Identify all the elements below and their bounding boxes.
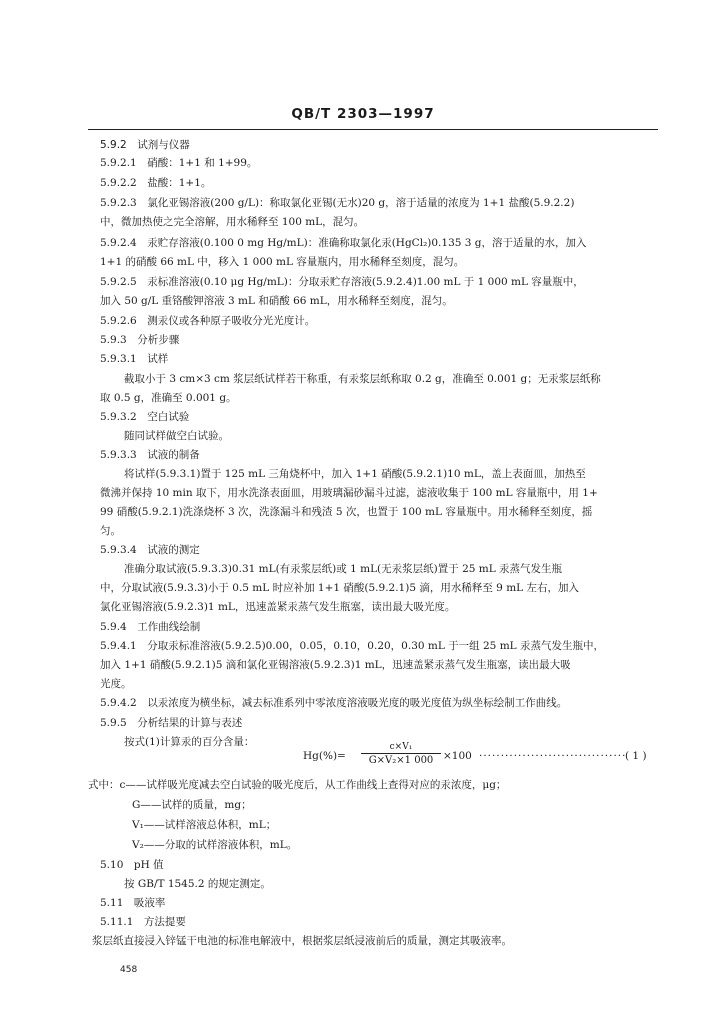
text-line: 按式(1)计算汞的百分含量： xyxy=(124,736,255,748)
header-rule xyxy=(88,129,658,130)
text-line: 5.9.4.2 以汞浓度为横坐标，减去标准系列中零浓度溶液吸光度的吸光度值为纵坐标绘制工作曲线。 xyxy=(100,697,568,709)
text-line: 加入 50 g/L 重铬酸钾溶液 3 mL 和硝酸 66 mL，用水稀释至刻度，混匀。 xyxy=(100,295,453,307)
text-line: 式中：c——试样吸光度减去空白试验的吸光度后，从工作曲线上查得对应的汞浓度，μg； xyxy=(88,779,507,791)
text-line: 加入 1+1 硝酸(5.9.2.1)5 滴和氯化亚锡溶液(5.9.2.3)1 mL，迅速盖紧汞蒸气发生瓶塞，读出最大吸 xyxy=(100,659,571,671)
text-line: 按 GB/T 1545.2 的规定测定。 xyxy=(124,878,271,890)
text-line: V₁——试样溶液总体积，mL； xyxy=(132,819,277,831)
text-line: 中，分取试液(5.9.3.3)小于 0.5 mL 时应补加 1+1 硝酸(5.9.2.1)5 滴，用水稀释至 9 mL 左右，加入 xyxy=(100,582,579,594)
formula-leader-dots: ·································· xyxy=(479,750,627,762)
text-line: 1+1 的硝酸 66 mL 中，移入 1 000 mL 容量瓶内，用水稀释至刻度，混匀。 xyxy=(100,256,465,268)
page-number: 458 xyxy=(120,965,138,975)
formula-tail: ×100 xyxy=(443,750,472,762)
text-line: 准确分取试液(5.9.3.3)0.31 mL(有汞浆层纸)或 1 mL(无汞浆层纸)置于 25 mL 汞蒸气发生瓶 xyxy=(124,563,563,575)
text-line: G——试样的质量，mg； xyxy=(132,799,252,811)
text-line: 随同试样做空白试验。 xyxy=(124,430,229,442)
text-line: 微沸并保持 10 min 取下，用水洗涤表面皿，用玻璃漏砂漏斗过滤，滤液收集于 100 mL 容量瓶中，用 1+ xyxy=(100,487,598,499)
formula-numerator: c×V₁ xyxy=(389,742,413,752)
formula-1 xyxy=(303,742,663,772)
text-line: 浆层纸直接浸入锌锰干电池的标准电解液中，根据浆层纸浸液前后的质量，测定其吸液率。 xyxy=(92,935,512,947)
text-line: 氯化亚锡溶液(5.9.2.3)1 mL，迅速盖紧汞蒸气发生瓶塞，读出最大吸光度。 xyxy=(100,601,456,613)
section-heading: 5.10 pH 值 xyxy=(100,859,164,871)
section-heading: 5.11.1 方法提要 xyxy=(100,916,186,928)
section-heading: 5.9.3.1 试样 xyxy=(100,353,169,365)
fraction-bar xyxy=(361,753,441,754)
standard-code-header: QB/T 2303—1997 xyxy=(291,106,435,122)
text-line: 将试样(5.9.3.1)置于 125 mL 三角烧杯中，加入 1+1 硝酸(5.9.2.1)10 mL，盖上表面皿，加热至 xyxy=(124,468,586,480)
section-heading: 5.9.3.3 试液的制备 xyxy=(100,449,200,461)
text-line: 5.9.2.3 氯化亚锡溶液(200 g/L)：称取氯化亚锡(无水)20 g，溶于适量的浓度为 1+1 盐酸(5.9.2.2) xyxy=(100,197,575,209)
text-line: 99 硝酸(5.9.2.1)洗涤烧杯 3 次，洗涤漏斗和残渣 5 次，也置于 100 mL 容量瓶中。用水稀释至刻度，摇 xyxy=(100,506,593,518)
text-line: 截取小于 3 cm×3 cm 浆层纸试样若干称重，有汞浆层纸称取 0.2 g，准确至 0.001 g；无汞浆层纸称 xyxy=(124,373,601,385)
text-line: V₂——分取的试样溶液体积，mL。 xyxy=(132,839,298,851)
section-heading: 5.9.5 分析结果的计算与表述 xyxy=(100,717,243,729)
section-heading: 5.11 吸液率 xyxy=(100,897,166,909)
section-heading: 5.9.2 试剂与仪器 xyxy=(100,139,190,151)
text-line: 5.9.2.4 汞贮存溶液(0.100 0 mg Hg/mL)：准确称取氯化汞(HgCl₂)0.135 3 g，溶于适量的水，加入 xyxy=(100,237,587,249)
text-line: 取 0.5 g，准确至 0.001 g。 xyxy=(100,392,237,404)
formula-lhs: Hg(%)= xyxy=(303,750,346,762)
section-heading: 5.9.3.4 试液的测定 xyxy=(100,544,200,556)
text-line: 5.9.2.2 盐酸：1+1。 xyxy=(100,177,212,189)
text-line: 光度。 xyxy=(100,678,132,690)
section-heading: 5.9.4 工作曲线绘制 xyxy=(100,621,201,633)
text-line: 5.9.4.1 分取汞标准溶液(5.9.2.5)0.00，0.05，0.10，0.20，0.30 mL 于一组 25 mL 汞蒸气发生瓶中， xyxy=(100,640,604,652)
text-line: 5.9.2.6 测汞仪或各种原子吸收分光光度计。 xyxy=(100,315,316,327)
formula-number: ( 1 ) xyxy=(625,750,647,762)
text-line: 5.9.2.5 汞标准溶液(0.10 μg Hg/mL)：分取汞贮存溶液(5.9.2.4)1.00 mL 于 1 000 mL 容量瓶中， xyxy=(100,276,584,288)
text-line: 匀。 xyxy=(100,525,121,537)
text-line: 中，微加热使之完全溶解，用水稀释至 100 mL，混匀。 xyxy=(100,216,365,228)
section-heading: 5.9.3.2 空白试验 xyxy=(100,411,190,423)
text-line: 5.9.2.1 硝酸：1+1 和 1+99。 xyxy=(100,157,258,169)
section-heading: 5.9.3 分析步骤 xyxy=(100,334,180,346)
formula-fraction xyxy=(361,742,441,766)
formula-denominator: G×V₂×1 000 xyxy=(368,755,434,766)
